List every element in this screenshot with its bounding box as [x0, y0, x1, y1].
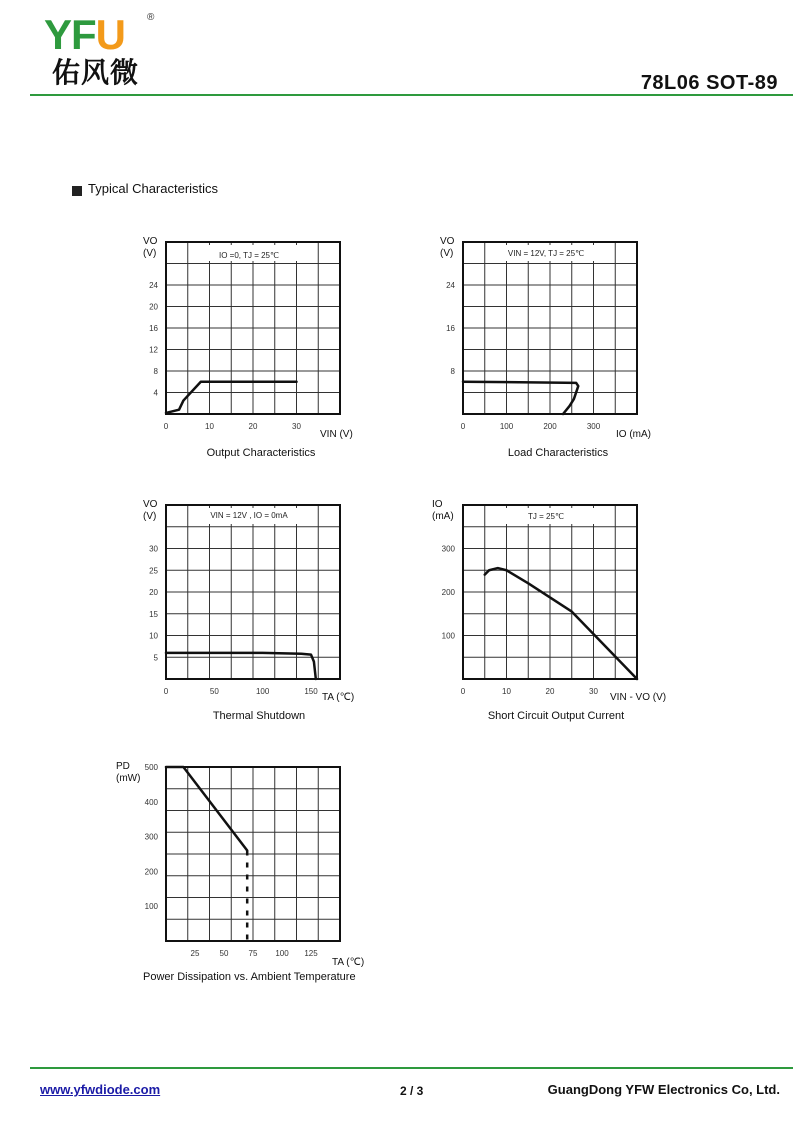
- x-axis-label: TA (℃): [332, 957, 365, 968]
- y-tick-label: 10: [149, 631, 158, 641]
- x-tick-label: 150: [304, 687, 318, 696]
- logo-chinese-name: 佑风微: [52, 56, 140, 89]
- section-title: Typical Characteristics: [88, 181, 219, 196]
- x-tick-label: 50: [219, 949, 229, 958]
- x-tick-label: 125: [304, 949, 318, 958]
- y-tick-label: 8: [153, 367, 158, 376]
- chart-title: Thermal Shutdown: [212, 710, 306, 722]
- x-tick-label: 0: [460, 687, 466, 696]
- y-axis-label-name: VO: [143, 236, 158, 247]
- y-tick-label: 5: [153, 653, 158, 663]
- x-axis-label: VIN - VO (V): [610, 692, 667, 703]
- y-tick-label: 200: [144, 867, 158, 877]
- x-axis-label: IO (mA): [616, 429, 651, 440]
- x-tick-label: 100: [255, 687, 270, 696]
- y-tick-label: 24: [149, 281, 158, 290]
- chart-annotation: TJ = 25℃: [528, 512, 564, 521]
- y-axis-label-unit: (V): [143, 511, 157, 522]
- x-tick-label: 10: [205, 422, 214, 431]
- y-tick-label: 400: [144, 797, 158, 807]
- series-line: [166, 767, 247, 851]
- logo-letter-f: F: [71, 11, 96, 58]
- y-tick-label: 100: [441, 631, 455, 641]
- x-tick-label: 100: [499, 422, 514, 431]
- y-tick-label: 15: [149, 609, 158, 619]
- company-name: GuangDong YFW Electronics Co, Ltd.: [547, 1082, 780, 1097]
- x-tick-label: 100: [275, 949, 289, 958]
- registered-mark: ®: [147, 12, 155, 23]
- x-tick-label: 30: [589, 687, 598, 696]
- y-tick-label: 30: [149, 544, 158, 554]
- page-number: 2 / 3: [400, 1084, 424, 1098]
- y-tick-label: 16: [149, 324, 158, 333]
- y-tick-label: 16: [446, 324, 455, 333]
- x-tick-label: 20: [545, 687, 555, 696]
- chart-title: Output Characteristics: [206, 447, 316, 459]
- y-axis-label-unit: (V): [143, 248, 157, 259]
- x-axis-label: TA (℃): [322, 692, 355, 703]
- y-tick-label: 4: [153, 388, 158, 398]
- y-tick-label: 100: [144, 902, 158, 912]
- series-line: [463, 382, 578, 414]
- x-axis-label: VIN (V): [320, 429, 353, 440]
- x-tick-label: 75: [248, 949, 258, 958]
- tick-label-background: [140, 387, 162, 398]
- x-tick-label: 25: [190, 949, 200, 958]
- y-tick-label: 24: [446, 281, 455, 290]
- y-tick-label: 20: [149, 588, 158, 597]
- x-tick-label: 0: [460, 422, 466, 431]
- chart-title: Short Circuit Output Current: [487, 710, 625, 722]
- chart-annotation: IO =0, TJ = 25℃: [219, 251, 279, 260]
- y-axis-label-unit: (V): [440, 248, 454, 259]
- y-tick-label: 20: [149, 302, 158, 312]
- y-tick-label: 25: [149, 566, 158, 576]
- y-tick-label: 12: [149, 345, 158, 355]
- x-tick-label: 300: [586, 422, 601, 431]
- x-tick-label: 0: [163, 687, 169, 696]
- chart-title: Load Characteristics: [507, 447, 609, 459]
- x-tick-label: 20: [248, 422, 258, 431]
- y-tick-label: 500: [144, 763, 158, 772]
- tick-label-background: [140, 365, 162, 376]
- x-tick-label: 30: [292, 422, 301, 431]
- y-tick-label: 200: [441, 588, 455, 597]
- y-axis-label-name: VO: [440, 236, 455, 247]
- x-tick-label: 0: [163, 422, 169, 431]
- y-axis-label-name: PD: [116, 761, 130, 772]
- tick-label-background: [437, 365, 459, 376]
- tick-label-background: [140, 651, 162, 662]
- x-tick-label: 50: [209, 687, 219, 696]
- x-tick-label: 10: [502, 687, 511, 696]
- y-tick-label: 300: [144, 832, 158, 842]
- series-line: [485, 568, 637, 679]
- y-axis-label-name: VO: [143, 499, 158, 510]
- y-axis-label-unit: (mA): [432, 511, 454, 522]
- logo-letter-u: U: [95, 11, 126, 58]
- x-tick-label: 200: [543, 422, 557, 431]
- y-axis-label-unit: (mW): [116, 773, 141, 784]
- y-axis-label-name: IO: [432, 499, 443, 510]
- chart-annotation: VIN = 12V , IO = 0mA: [210, 511, 288, 520]
- logo-letter-y: Y: [44, 11, 72, 58]
- footer-divider: [30, 1067, 793, 1069]
- y-tick-label: 8: [450, 367, 455, 376]
- chart-title: Power Dissipation vs. Ambient Temperature: [143, 971, 356, 983]
- part-number-title: 78L06 SOT-89: [640, 72, 778, 94]
- website-link[interactable]: www.yfwdiode.com: [40, 1082, 161, 1097]
- chart-annotation: VIN = 12V, TJ = 25℃: [507, 249, 585, 258]
- y-tick-label: 300: [441, 544, 455, 554]
